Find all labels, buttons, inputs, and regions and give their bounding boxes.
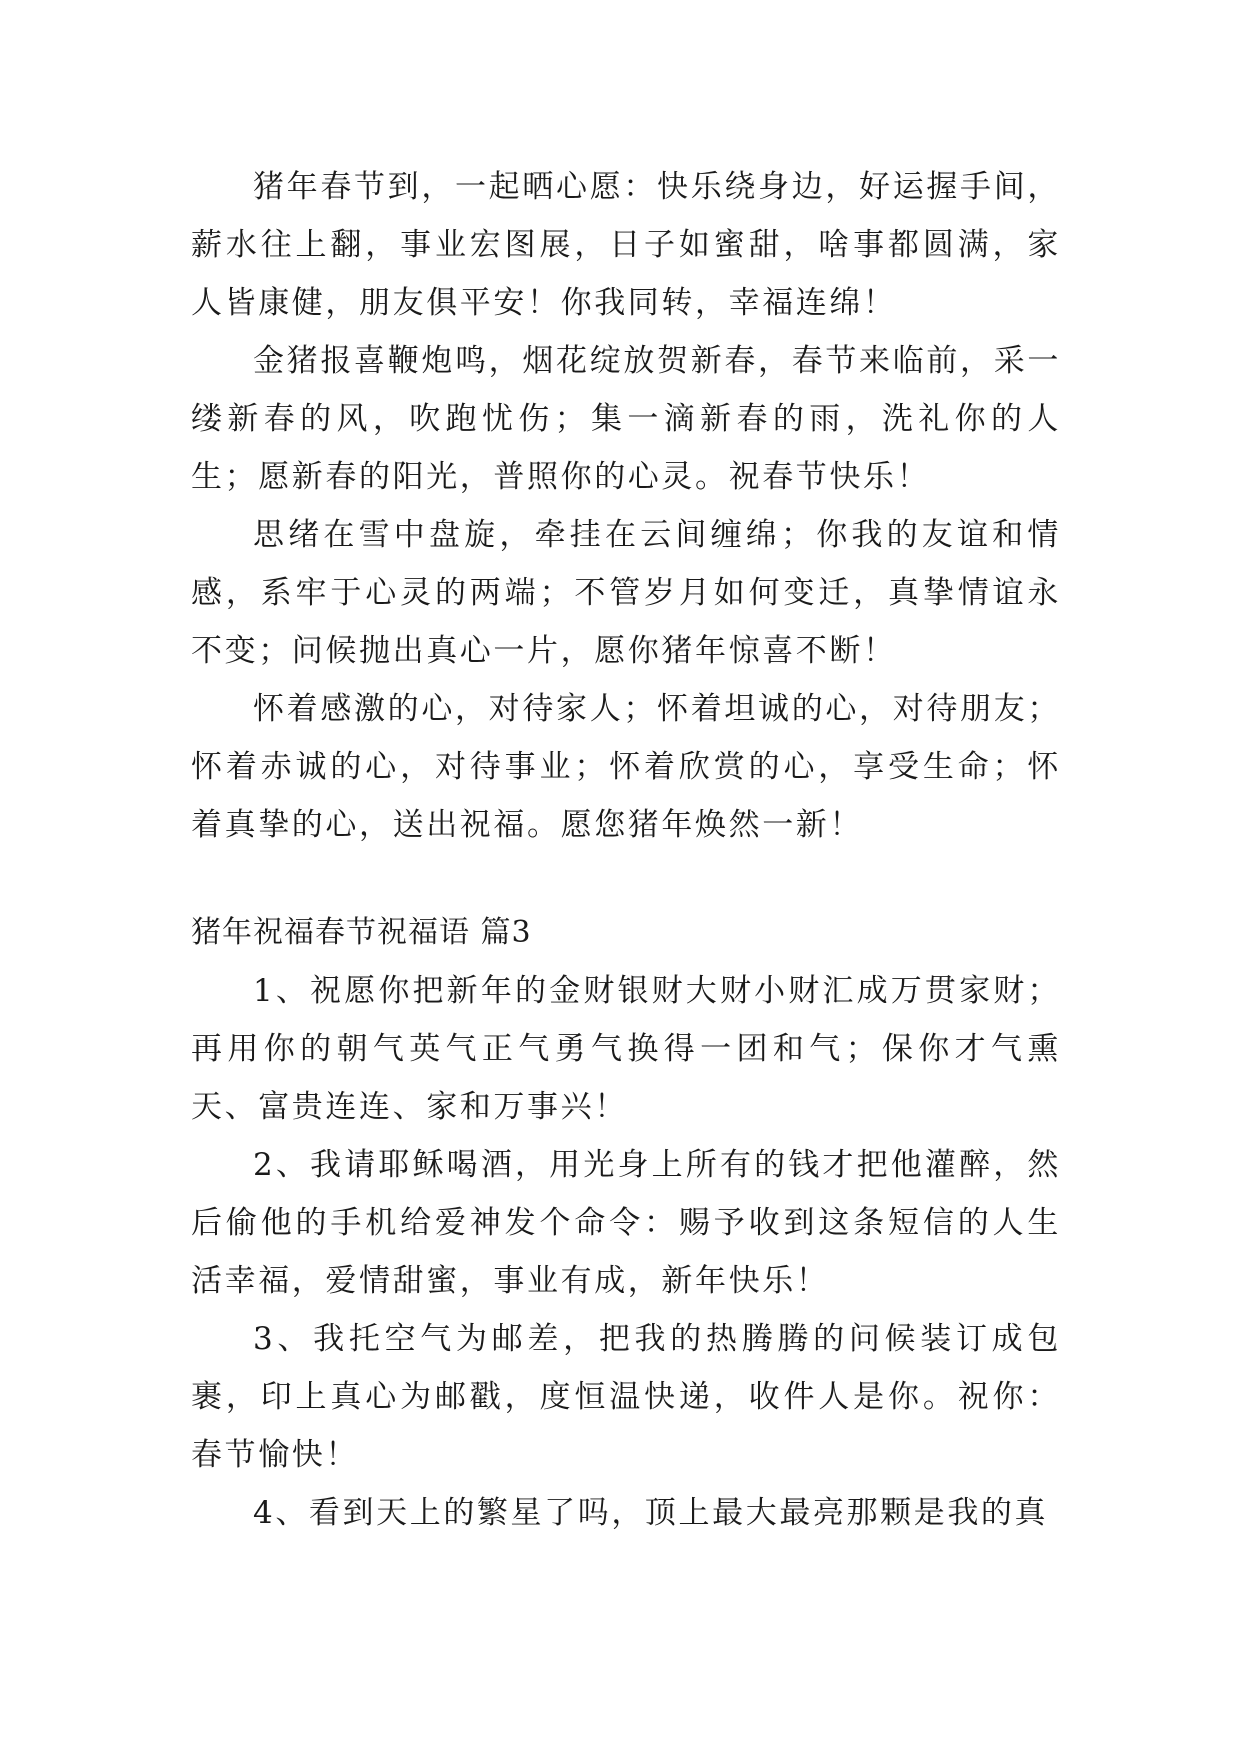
paragraph: 4、看到天上的繁星了吗，顶上最大最亮那颗是我的真: [253, 1495, 1049, 1531]
paragraph: 怀着感激的心，对待家人；怀着坦诚的心，对待朋友；怀着赤诚的心，对待事业；怀着欣赏的心，享受生命；怀着真挚的心，送出祝福。愿您猪年焕然一新！: [191, 691, 1061, 843]
paragraph: 1、祝愿你把新年的金财银财大财小财汇成万贯家财；再用你的朝气英气正气勇气换得一团和气；保你才气熏天、富贵连连、家和万事兴！: [191, 973, 1061, 1125]
paragraph: 金猪报喜鞭炮鸣，烟花绽放贺新春，春节来临前，采一缕新春的风，吹跑忧伤；集一滴新春的雨，洗礼你的人生；愿新春的阳光，普照你的心灵。祝春节快乐！: [191, 343, 1061, 495]
paragraph: 思绪在雪中盘旋，牵挂在云间缠绵；你我的友谊和情感，系牢于心灵的两端；不管岁月如何变迁，真挚情谊永不变；问候抛出真心一片，愿你猪年惊喜不断！: [191, 517, 1061, 669]
paragraph: 3、我托空气为邮差，把我的热腾腾的问候装订成包裹，印上真心为邮戳，度恒温快递，收件人是你。祝你：春节愉快！: [191, 1321, 1061, 1473]
paragraph: 猪年春节到，一起晒心愿：快乐绕身边，好运握手间，薪水往上翻，事业宏图展，日子如蜜甜，啥事都圆满，家人皆康健，朋友俱平安！你我同转，幸福连绵！: [191, 169, 1061, 321]
document-body: [191, 158, 1061, 1542]
paragraph: 2、我请耶稣喝酒，用光身上所有的钱才把他灌醉，然后偷他的手机给爱神发个命令：赐予收到这条短信的人生活幸福，爱情甜蜜，事业有成，新年快乐！: [191, 1147, 1061, 1299]
section-heading: 猪年祝福春节祝福语 篇3: [191, 915, 532, 950]
